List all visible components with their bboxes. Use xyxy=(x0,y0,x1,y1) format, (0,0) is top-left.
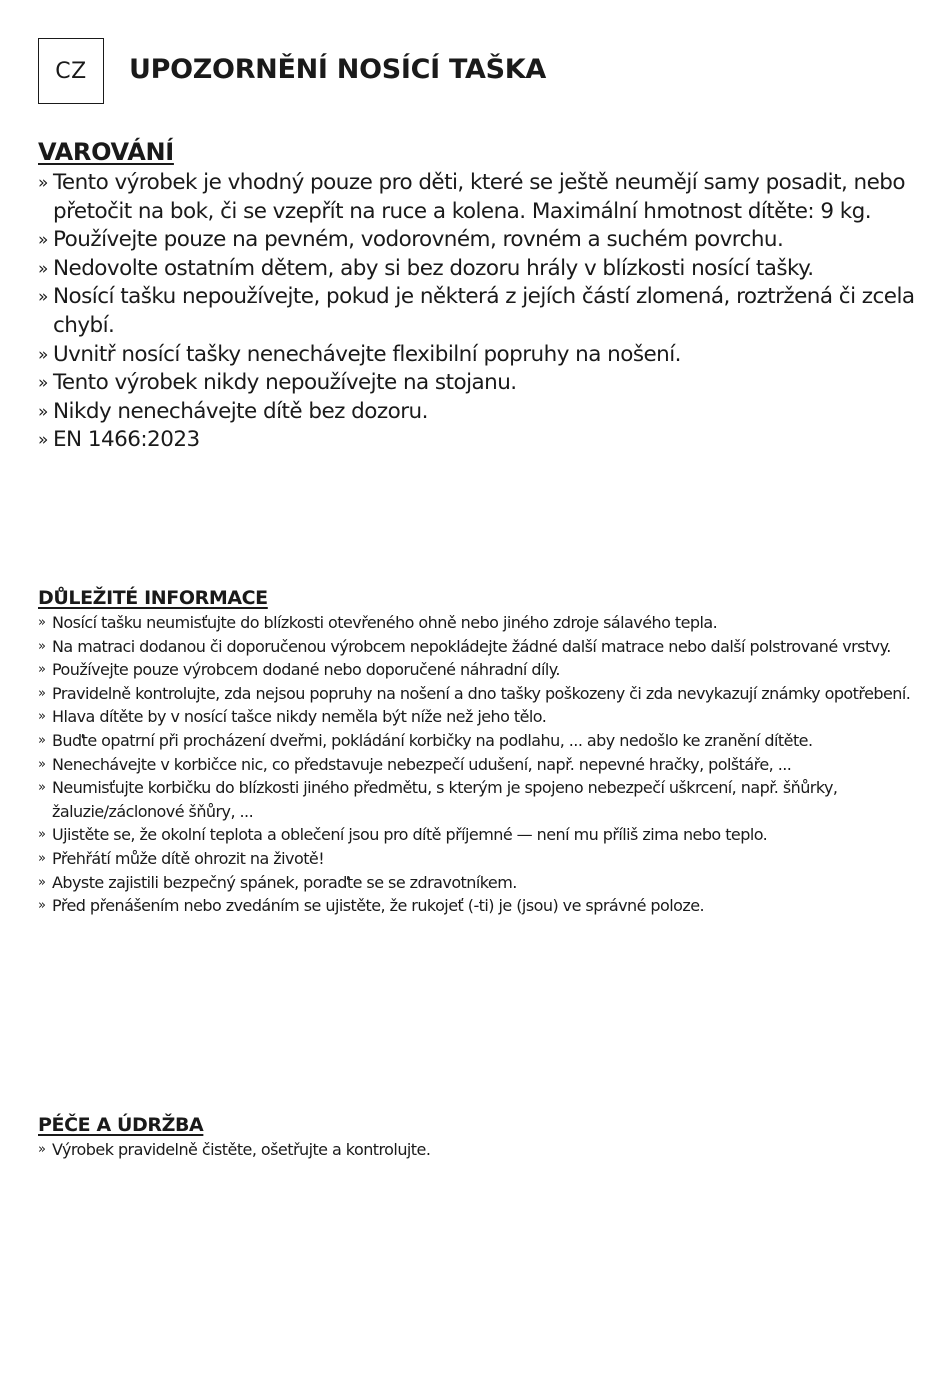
list-item xyxy=(38,753,920,777)
list-item xyxy=(38,823,920,847)
bullet-icon: » xyxy=(38,662,46,678)
list-item-text: Používejte pouze na pevném, vodorovném, rovném a suchém povrchu. xyxy=(53,227,784,253)
list-item-text: Nedovolte ostatním dětem, aby si bez dozoru hrály v blízkosti nosící tašky. xyxy=(53,255,814,281)
important-info-list xyxy=(38,611,920,918)
bullet-icon: » xyxy=(38,287,48,308)
warning-heading: VAROVÁNÍ xyxy=(38,138,174,166)
list-item xyxy=(38,658,920,682)
language-code: CZ xyxy=(55,58,87,84)
list-item xyxy=(38,871,920,895)
bullet-icon: » xyxy=(38,827,46,843)
list-item xyxy=(38,426,920,455)
list-item-text: Před přenášením nebo zvedáním se ujistěte, že rukojeť (-ti) je (jsou) ve správné poloze. xyxy=(52,896,705,916)
language-code-box xyxy=(38,38,104,104)
list-item-text: Na matraci dodanou či doporučenou výrobcem nepokládejte žádné další matrace nebo další polstrované vrstvy. xyxy=(52,636,891,656)
bullet-icon: » xyxy=(38,638,46,654)
list-item-text: Ujistěte se, že okolní teplota a oblečení jsou pro dítě příjemné — není mu příliš zima nebo teplo. xyxy=(52,825,768,845)
bullet-icon: » xyxy=(38,756,46,772)
list-item xyxy=(38,847,920,871)
bullet-icon: » xyxy=(38,615,46,630)
bullet-icon: » xyxy=(38,780,46,796)
list-item-text: EN 1466:2023 xyxy=(53,427,200,453)
bullet-icon: » xyxy=(38,732,46,748)
list-item xyxy=(38,1138,920,1162)
bullet-icon: » xyxy=(38,898,46,914)
bullet-icon: » xyxy=(38,874,46,890)
important-info-section xyxy=(38,585,920,918)
list-item xyxy=(38,169,920,226)
warning-list xyxy=(38,169,920,455)
list-item-text: Tento výrobek nikdy nepoužívejte na stojanu. xyxy=(53,370,517,396)
bullet-icon: » xyxy=(38,685,46,701)
list-item-text: Hlava dítěte by v nosící tašce nikdy neměla být níže než jeho tělo. xyxy=(52,707,547,727)
list-item-text: Výrobek pravidelně čistěte, ošetřujte a kontrolujte. xyxy=(52,1140,431,1159)
bullet-icon: » xyxy=(38,230,48,251)
bullet-icon: » xyxy=(38,344,48,365)
list-item-text: Uvnitř nosící tašky nenechávejte flexibilní popruhy na nošení. xyxy=(53,341,681,367)
list-item-text: Buďte opatrní při procházení dveřmi, pokládání korbičky na podlahu, ... aby nedošlo ke zranění dítěte. xyxy=(52,730,813,750)
list-item xyxy=(38,341,920,370)
bullet-icon: » xyxy=(38,173,48,193)
list-item xyxy=(38,635,920,659)
list-item xyxy=(38,894,920,918)
care-section xyxy=(38,1112,920,1162)
bullet-icon: » xyxy=(38,709,46,725)
list-item-text: Abyste zajistili bezpečný spánek, poraďte se se zdravotníkem. xyxy=(52,872,517,892)
list-item xyxy=(38,611,920,635)
list-item xyxy=(38,729,920,753)
bullet-icon: » xyxy=(38,373,48,394)
list-item-text: Tento výrobek je vhodný pouze pro děti, které se ještě neumějí samy posadit, nebo přetočit na bok, či se vzepřít na ruce a kolena. Maximální hmotnost dítěte: 9 kg. xyxy=(53,170,905,224)
list-item xyxy=(38,682,920,706)
list-item-text: Nosící tašku neumisťujte do blízkosti otevřeného ohně nebo jiného zdroje sálavého tepla. xyxy=(52,613,718,632)
list-item-text: Neumisťujte korbičku do blízkosti jiného předmětu, s kterým je spojeno nebezpečí uškrcení, např. šňůrky, žaluzie/záclonové šňůry, ... xyxy=(52,778,838,821)
list-item xyxy=(38,776,920,823)
list-item xyxy=(38,398,920,427)
list-item xyxy=(38,255,920,284)
list-item xyxy=(38,283,920,340)
list-item xyxy=(38,705,920,729)
bullet-icon: » xyxy=(38,1142,46,1157)
warning-section xyxy=(38,136,920,455)
bullet-icon: » xyxy=(38,401,48,422)
list-item-text: Nosící tašku nepoužívejte, pokud je některá z jejích částí zlomená, roztržená či zcela chybí. xyxy=(53,284,915,338)
bullet-icon: » xyxy=(38,258,48,279)
document-title: UPOZORNĚNÍ NOSÍCÍ TAŠKA xyxy=(129,54,546,85)
list-item-text: Pravidelně kontrolujte, zda nejsou popruhy na nošení a dno tašky poškozeny či zda nevykazují známky opotřebení. xyxy=(52,683,911,703)
bullet-icon: » xyxy=(38,850,46,866)
list-item xyxy=(38,226,920,255)
important-info-heading: DŮLEŽITÉ INFORMACE xyxy=(38,587,268,609)
list-item-text: Používejte pouze výrobcem dodané nebo doporučené náhradní díly. xyxy=(52,660,560,680)
bullet-icon: » xyxy=(38,430,48,451)
list-item-text: Nikdy nenechávejte dítě bez dozoru. xyxy=(53,398,428,424)
list-item-text: Přehřátí může dítě ohrozit na životě! xyxy=(52,848,325,868)
care-heading: PÉČE A ÚDRŽBA xyxy=(38,1114,204,1136)
care-list xyxy=(38,1138,920,1162)
list-item-text: Nenechávejte v korbičce nic, co představuje nebezpečí udušení, např. nepevné hračky, polštáře, ... xyxy=(52,754,792,774)
list-item xyxy=(38,369,920,398)
